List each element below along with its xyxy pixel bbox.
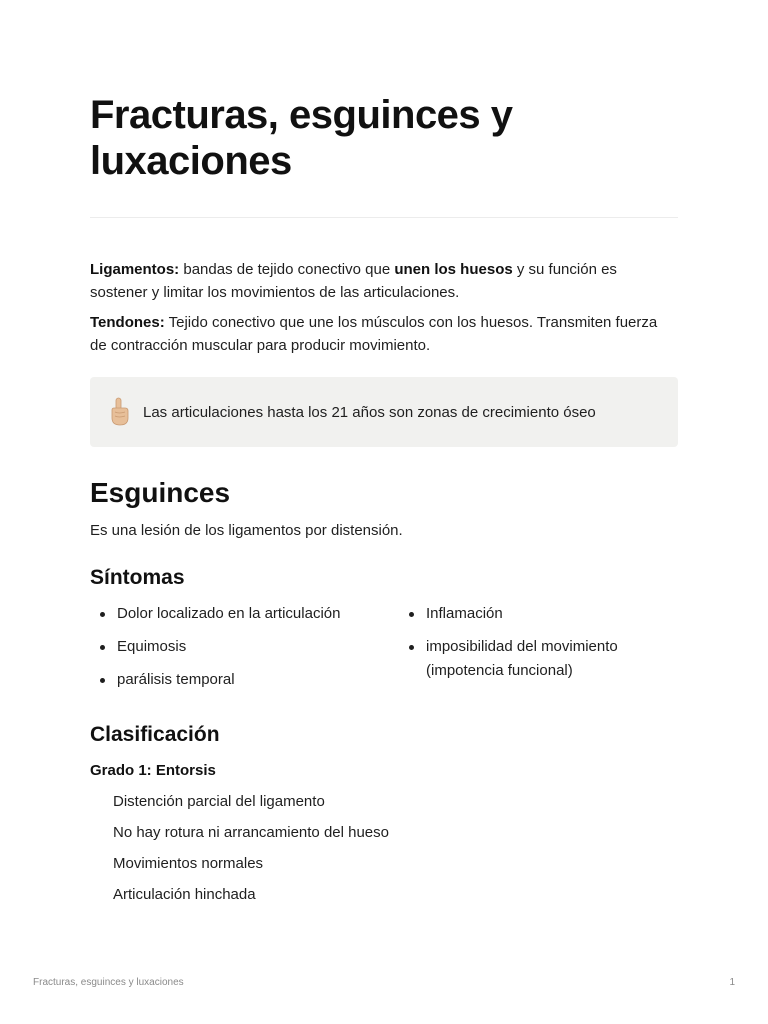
list-item-text: parálisis temporal [117,671,235,688]
page-title-line-2: luxaciones [90,139,292,183]
tendones-term: Tendones: [90,314,165,331]
page-title-line-1: Fracturas, esguinces y [90,93,513,137]
callout-box [90,377,678,447]
grade-1-list [113,790,389,914]
list-item-text: Inflamación [426,605,503,622]
list-item [399,635,678,683]
sintomas-list-right [399,602,678,692]
list-item [90,602,390,626]
subheading-clasificacion: Clasificación [90,723,220,746]
footer-doc-title: Fracturas, esguinces y luxaciones [33,977,184,988]
tendones-paragraph [90,311,678,357]
list-item-text: Dolor localizado en la articulación [117,605,341,622]
ligamentos-text-b: y su función es sostener y limitar los movimientos de las articulaciones. [90,261,617,301]
list-item [90,668,390,692]
bullet-icon [100,678,105,683]
footer-page-number: 1 [729,977,735,988]
list-item: Distención parcial del ligamento [113,793,325,810]
ligamentos-paragraph [90,258,678,304]
page-title [90,92,650,184]
bullet-icon [409,612,414,617]
bullet-icon [100,612,105,617]
tendones-text: Tejido conectivo que une los músculos con los huesos. Transmiten fuerza de contracción muscular para producir movimiento. [90,314,658,354]
subheading-sintomas: Síntomas [90,566,185,589]
grade-1-label: Grado 1: Entorsis [90,762,216,779]
callout-text: Las articulaciones hasta los 21 años son zonas de crecimiento óseo [143,404,596,421]
pointing-up-hand-icon [106,397,132,427]
ligamentos-emphasis: unen los huesos [394,261,513,278]
bullet-icon [100,645,105,650]
sintomas-list-left [90,602,390,701]
title-divider [90,217,678,218]
list-item-text: Equimosis [117,638,187,655]
section-heading-esguinces: Esguinces [90,477,231,508]
esguinces-definition: Es una lesión de los ligamentos por distensión. [90,522,403,539]
ligamentos-term: Ligamentos: [90,261,180,278]
ligamentos-text-a: bandas de tejido conectivo que [179,261,395,278]
list-item-text: imposibilidad del movimiento (impotencia funcional) [426,638,618,679]
list-item: No hay rotura ni arrancamiento del hueso [113,824,389,841]
list-item [90,635,390,659]
list-item: Articulación hinchada [113,886,256,903]
list-item [399,602,678,626]
list-item: Movimientos normales [113,855,264,872]
bullet-icon [409,645,414,650]
